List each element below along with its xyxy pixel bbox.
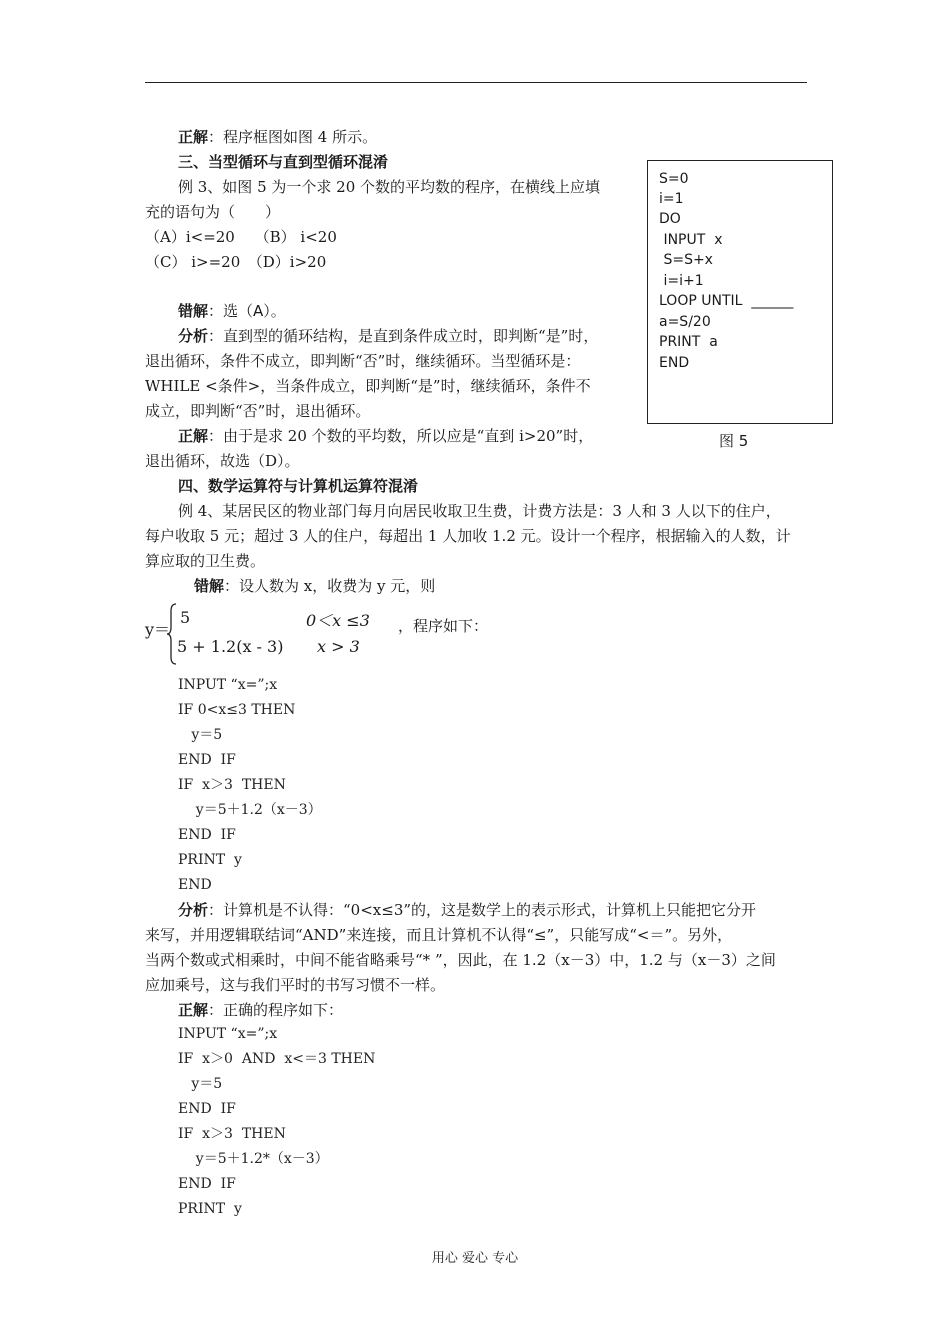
code-line: IF x＞3 THEN: [178, 1126, 286, 1142]
example-4-line-2: 每户收取 5 元；超过 3 人的住户，每超出 1 人加收 1.2 元。设计一个程序，根据输入的人数，计: [145, 527, 791, 545]
analysis-1-line-1: [178, 326, 598, 346]
example-3-options-2: （C） i>=20 （D）i>20: [145, 253, 327, 271]
correct-answer-3: [178, 1000, 343, 1020]
code-line: IF x＞3 THEN: [178, 777, 286, 793]
code-line: END IF: [178, 827, 236, 843]
wrong-label: 错解: [194, 577, 225, 595]
code-line: PRINT y: [178, 1201, 242, 1217]
correct-label: 正解: [178, 1001, 209, 1019]
section-heading-3: 三、当型循环与直到型循环混淆: [178, 153, 389, 171]
figure-5-line: S=S+x: [659, 252, 713, 268]
equation-lhs: y＝: [145, 620, 171, 639]
figure-5-line: i=i+1: [659, 273, 704, 289]
paragraph-correct-answer-1: [178, 127, 377, 147]
analysis-2-line-2: 来写，并用逻辑联结词“AND”来连接，而且计算机不认得“≤”，只能写成“<＝”。另外，: [145, 926, 733, 944]
correct-label: 正解: [178, 427, 209, 445]
code-line: y＝5＋1.2（x－3）: [178, 802, 322, 818]
section-heading-4: 四、数学运算符与计算机运算符混淆: [178, 477, 419, 495]
example-4-line-1: 例 4、某居民区的物业部门每月向居民收取卫生费，计费方法是：3 人和 3 人以下的住户，: [178, 502, 781, 520]
code-line: PRINT y: [178, 852, 242, 868]
code-line: INPUT “x=”;x: [178, 1026, 278, 1042]
code-line: y＝5＋1.2*（x－3）: [178, 1151, 329, 1167]
wrong-answer-1: [178, 301, 286, 321]
example-4-line-3: 算应取的卫生费。: [145, 552, 266, 570]
analysis-text: ：直到型的循环结构，是直到条件成立时，即判断“是”时，: [208, 327, 599, 345]
correct-answer-2-line-1: [178, 426, 593, 446]
code-line: INPUT “x=”;x: [178, 677, 278, 693]
wrong-label: 错解: [178, 302, 209, 320]
code-line: END: [178, 877, 212, 893]
analysis-text: ：计算机是不认得：“0<x≤3”的，这是数学上的表示形式，计算机上只能把它分开: [208, 901, 757, 919]
code-line: IF 0<x≤3 THEN: [178, 702, 296, 718]
figure-5-line: DO: [659, 211, 681, 227]
wrong-text: ：选（A）。: [208, 302, 286, 320]
header-rule: [145, 82, 807, 83]
figure-5-line: a=S/20: [659, 314, 711, 330]
analysis-2-line-3: 当两个数或式相乘时，中间不能省略乘号“* ”，因此，在 1.2（x－3）中，1.2 与（x－3）之间: [145, 951, 776, 969]
figure-5-line: S=0: [659, 171, 689, 187]
correct-answer-2-line-2: 退出循环，故选（D）。: [145, 452, 300, 470]
code-line: IF x＞0 AND x<＝3 THEN: [178, 1051, 376, 1067]
analysis-2-line-4: 应加乘号，这与我们平时的书写习惯不一样。: [145, 976, 446, 994]
equation-case-1-value: 5: [180, 608, 191, 627]
figure-5-line: LOOP UNTIL ______: [659, 293, 794, 309]
example-3-options-1: （A）i<=20 （B） i<20: [145, 228, 337, 246]
wrong-text: ：设人数为 x，收费为 y 元，则: [224, 577, 436, 595]
equation-case-1-condition: 0＜x ≤3: [306, 611, 370, 630]
code-line: y＝5: [178, 727, 223, 743]
equation-trailing-text: ，程序如下：: [398, 617, 489, 635]
figure-5-line: INPUT x: [659, 232, 723, 248]
analysis-label: 分析: [178, 901, 209, 919]
code-line: y＝5: [178, 1076, 223, 1092]
equation-brace: [167, 603, 177, 665]
analysis-1-line-4: 成立，即判断“否”时，退出循环。: [145, 402, 371, 420]
correct-label: 正解: [178, 128, 209, 146]
correct-text: ：程序框图如图 4 所示。: [208, 128, 378, 146]
example-3-line-1: 例 3、如图 5 为一个求 20 个数的平均数的程序，在横线上应填: [178, 178, 601, 196]
figure-5-caption: 图 5: [719, 432, 749, 450]
wrong-answer-2: [194, 576, 435, 596]
equation-case-2-condition: x > 3: [317, 637, 360, 656]
code-line: END IF: [178, 752, 236, 768]
page-footer: 用心 爱心 专心: [431, 1251, 519, 1266]
correct-text: ：正确的程序如下：: [208, 1001, 344, 1019]
figure-5-line: PRINT a: [659, 334, 718, 350]
figure-5-line: i=1: [659, 191, 684, 207]
example-3-line-2: 充的语句为（ ）: [145, 203, 281, 221]
analysis-label: 分析: [178, 327, 209, 345]
code-line: END IF: [178, 1176, 236, 1192]
figure-5-program-box: [647, 160, 833, 424]
equation-case-2-value: 5 + 1.2(x - 3): [177, 637, 284, 656]
figure-5-line: END: [659, 355, 690, 371]
analysis-1-line-3: WHILE <条件>，当条件成立，即判断“是”时，继续循环，条件不: [145, 377, 591, 395]
analysis-2-line-1: [178, 900, 756, 920]
correct-text: ：由于是求 20 个数的平均数，所以应是“直到 i>20”时，: [208, 427, 594, 445]
analysis-1-line-2: 退出循环，条件不成立，即判断“否”时，继续循环。当型循环是：: [145, 352, 581, 370]
code-line: END IF: [178, 1101, 236, 1117]
